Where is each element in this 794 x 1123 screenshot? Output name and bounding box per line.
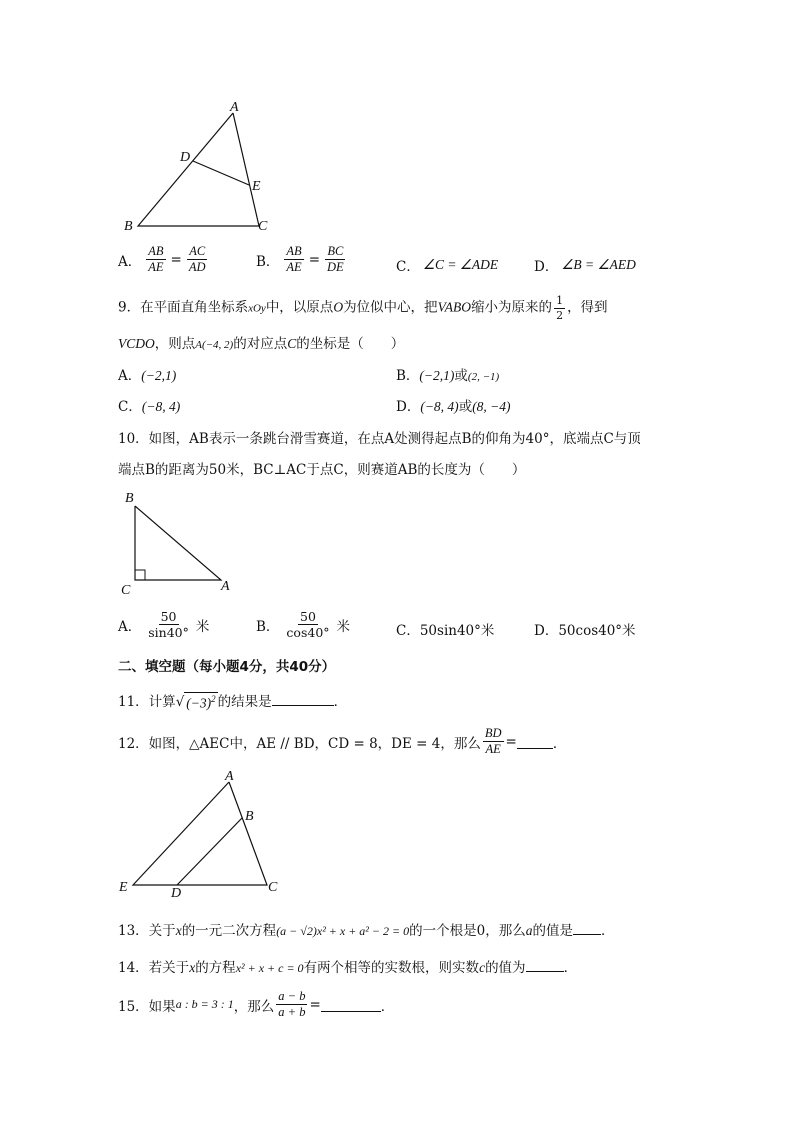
label-e: E — [119, 880, 128, 895]
q10-option-d[interactable]: D．50cos40°米 — [534, 623, 636, 639]
figure-q12-triangle — [115, 764, 290, 900]
q15: 15．如果 a : b = 3 : 1 ，那么 $\frac{a - b}{a + b}$ = ． — [118, 989, 395, 1020]
option-label: C． — [396, 259, 420, 275]
answer-blank[interactable] — [321, 997, 381, 1012]
label-a: A — [230, 100, 239, 115]
option-label: B． — [256, 253, 280, 270]
triangle-aec — [133, 782, 267, 885]
label-a: A — [225, 769, 234, 784]
q8-option-b[interactable] — [256, 245, 348, 274]
answer-blank[interactable] — [526, 957, 564, 972]
q9-option-a[interactable]: A．(−2,1) — [118, 368, 177, 384]
answer-blank[interactable] — [517, 734, 553, 749]
q8-option-a[interactable] — [118, 245, 210, 274]
q8-option-c[interactable] — [396, 255, 498, 275]
option-text: ∠C = ∠ADE — [422, 257, 499, 272]
label-a: A — [221, 579, 230, 594]
label-e: E — [252, 179, 261, 194]
figure-q8-triangle — [118, 98, 288, 236]
option-text: ∠B = ∠AED — [561, 257, 636, 272]
fraction: $\frac{AB}{AE}$ — [286, 244, 302, 275]
fraction: $\frac{BC}{DE}$ — [327, 244, 344, 275]
label-d: D — [171, 886, 182, 900]
unit: 米 — [195, 618, 210, 635]
q10-option-c[interactable]: C．50sin40°米 — [396, 623, 495, 639]
option-label: A． — [118, 253, 142, 270]
q9-stem-line1: 9．在平面直角坐标系xOy中，以原点O为位似中心，把VABO缩小为原来的 $\frac{1}{2}$ ，得到 — [118, 294, 608, 322]
option-label: A． — [118, 618, 142, 635]
segment-de — [193, 161, 249, 185]
section-heading: 二、填空题（每小题4分，共40分） — [118, 659, 336, 675]
label-c: C — [258, 219, 268, 234]
triangle-bca — [135, 506, 221, 580]
q11: 11．计算 √ $(-3)^2$ 的结果是 ． — [118, 690, 347, 712]
label-c: C — [121, 583, 131, 598]
q12: 12．如图，△AEC中，AE // BD，CD = 8，DE = 4，那么 $\frac{BD}{AE}$ = ． — [118, 726, 567, 757]
label-b: B — [124, 219, 133, 234]
q9-stem-line2: VCDO，则点A(−4, 2)的对应点C的坐标是（ ） — [118, 336, 405, 352]
fraction: $\frac{50}{\sin 40^\circ}$ — [148, 609, 189, 641]
option-label: B． — [256, 618, 280, 635]
q10-option-b[interactable] — [256, 610, 350, 639]
answer-blank[interactable] — [573, 920, 601, 935]
label-b: B — [245, 809, 254, 824]
sqrt-expression: √ $(-3)^2$ — [175, 694, 216, 711]
triangle-abc — [138, 113, 259, 226]
q9-option-c[interactable]: C．(−8, 4) — [118, 399, 181, 415]
fraction: $\frac{a - b}{a + b}$ — [278, 989, 306, 1020]
q10-option-a[interactable] — [118, 610, 209, 639]
fraction: $\frac{AC}{AD}$ — [188, 244, 206, 275]
equals: = — [170, 251, 182, 268]
q14: 14．若关于x的方程x² + x + c = 0有两个相等的实数根，则实数c的值为 ． — [118, 956, 577, 976]
fraction-bd-ae: $\frac{BD}{AE}$ — [484, 726, 502, 757]
q10-stem-line2: 端点B的距离为50米，BC⊥AC于点C，则赛道AB的长度为（ ） — [118, 462, 526, 478]
q10-stem-line1: 10．如图，AB表示一条跳台滑雪赛道，在点A处测得起点B的仰角为40°，底端点C与顶 — [118, 431, 641, 447]
fraction: $\frac{AB}{AE}$ — [148, 244, 164, 275]
answer-blank[interactable] — [272, 691, 334, 706]
figure-q10-right-triangle — [115, 488, 245, 600]
right-angle-mark — [135, 570, 145, 580]
fraction-half: $\frac{1}{2}$ — [556, 294, 564, 322]
option-label: D． — [534, 259, 559, 275]
q8-option-d[interactable] — [534, 255, 636, 275]
fraction: $\frac{50}{\cos 40^\circ}$ — [286, 609, 330, 641]
label-d: D — [180, 150, 191, 165]
label-b: B — [125, 491, 134, 506]
equals: = — [308, 251, 321, 268]
q13: 13．关于x的一元二次方程(a − √2)x² + x + a² − 2 = 0的一个根是0，那么a的值是 ． — [118, 919, 614, 939]
label-c: C — [268, 880, 278, 895]
q9-option-d[interactable]: D．(−8, 4)或(8, −4) — [396, 399, 511, 415]
q9-option-b[interactable]: B．(−2,1)或(2, −1) — [396, 368, 500, 384]
unit: 米 — [336, 618, 351, 635]
